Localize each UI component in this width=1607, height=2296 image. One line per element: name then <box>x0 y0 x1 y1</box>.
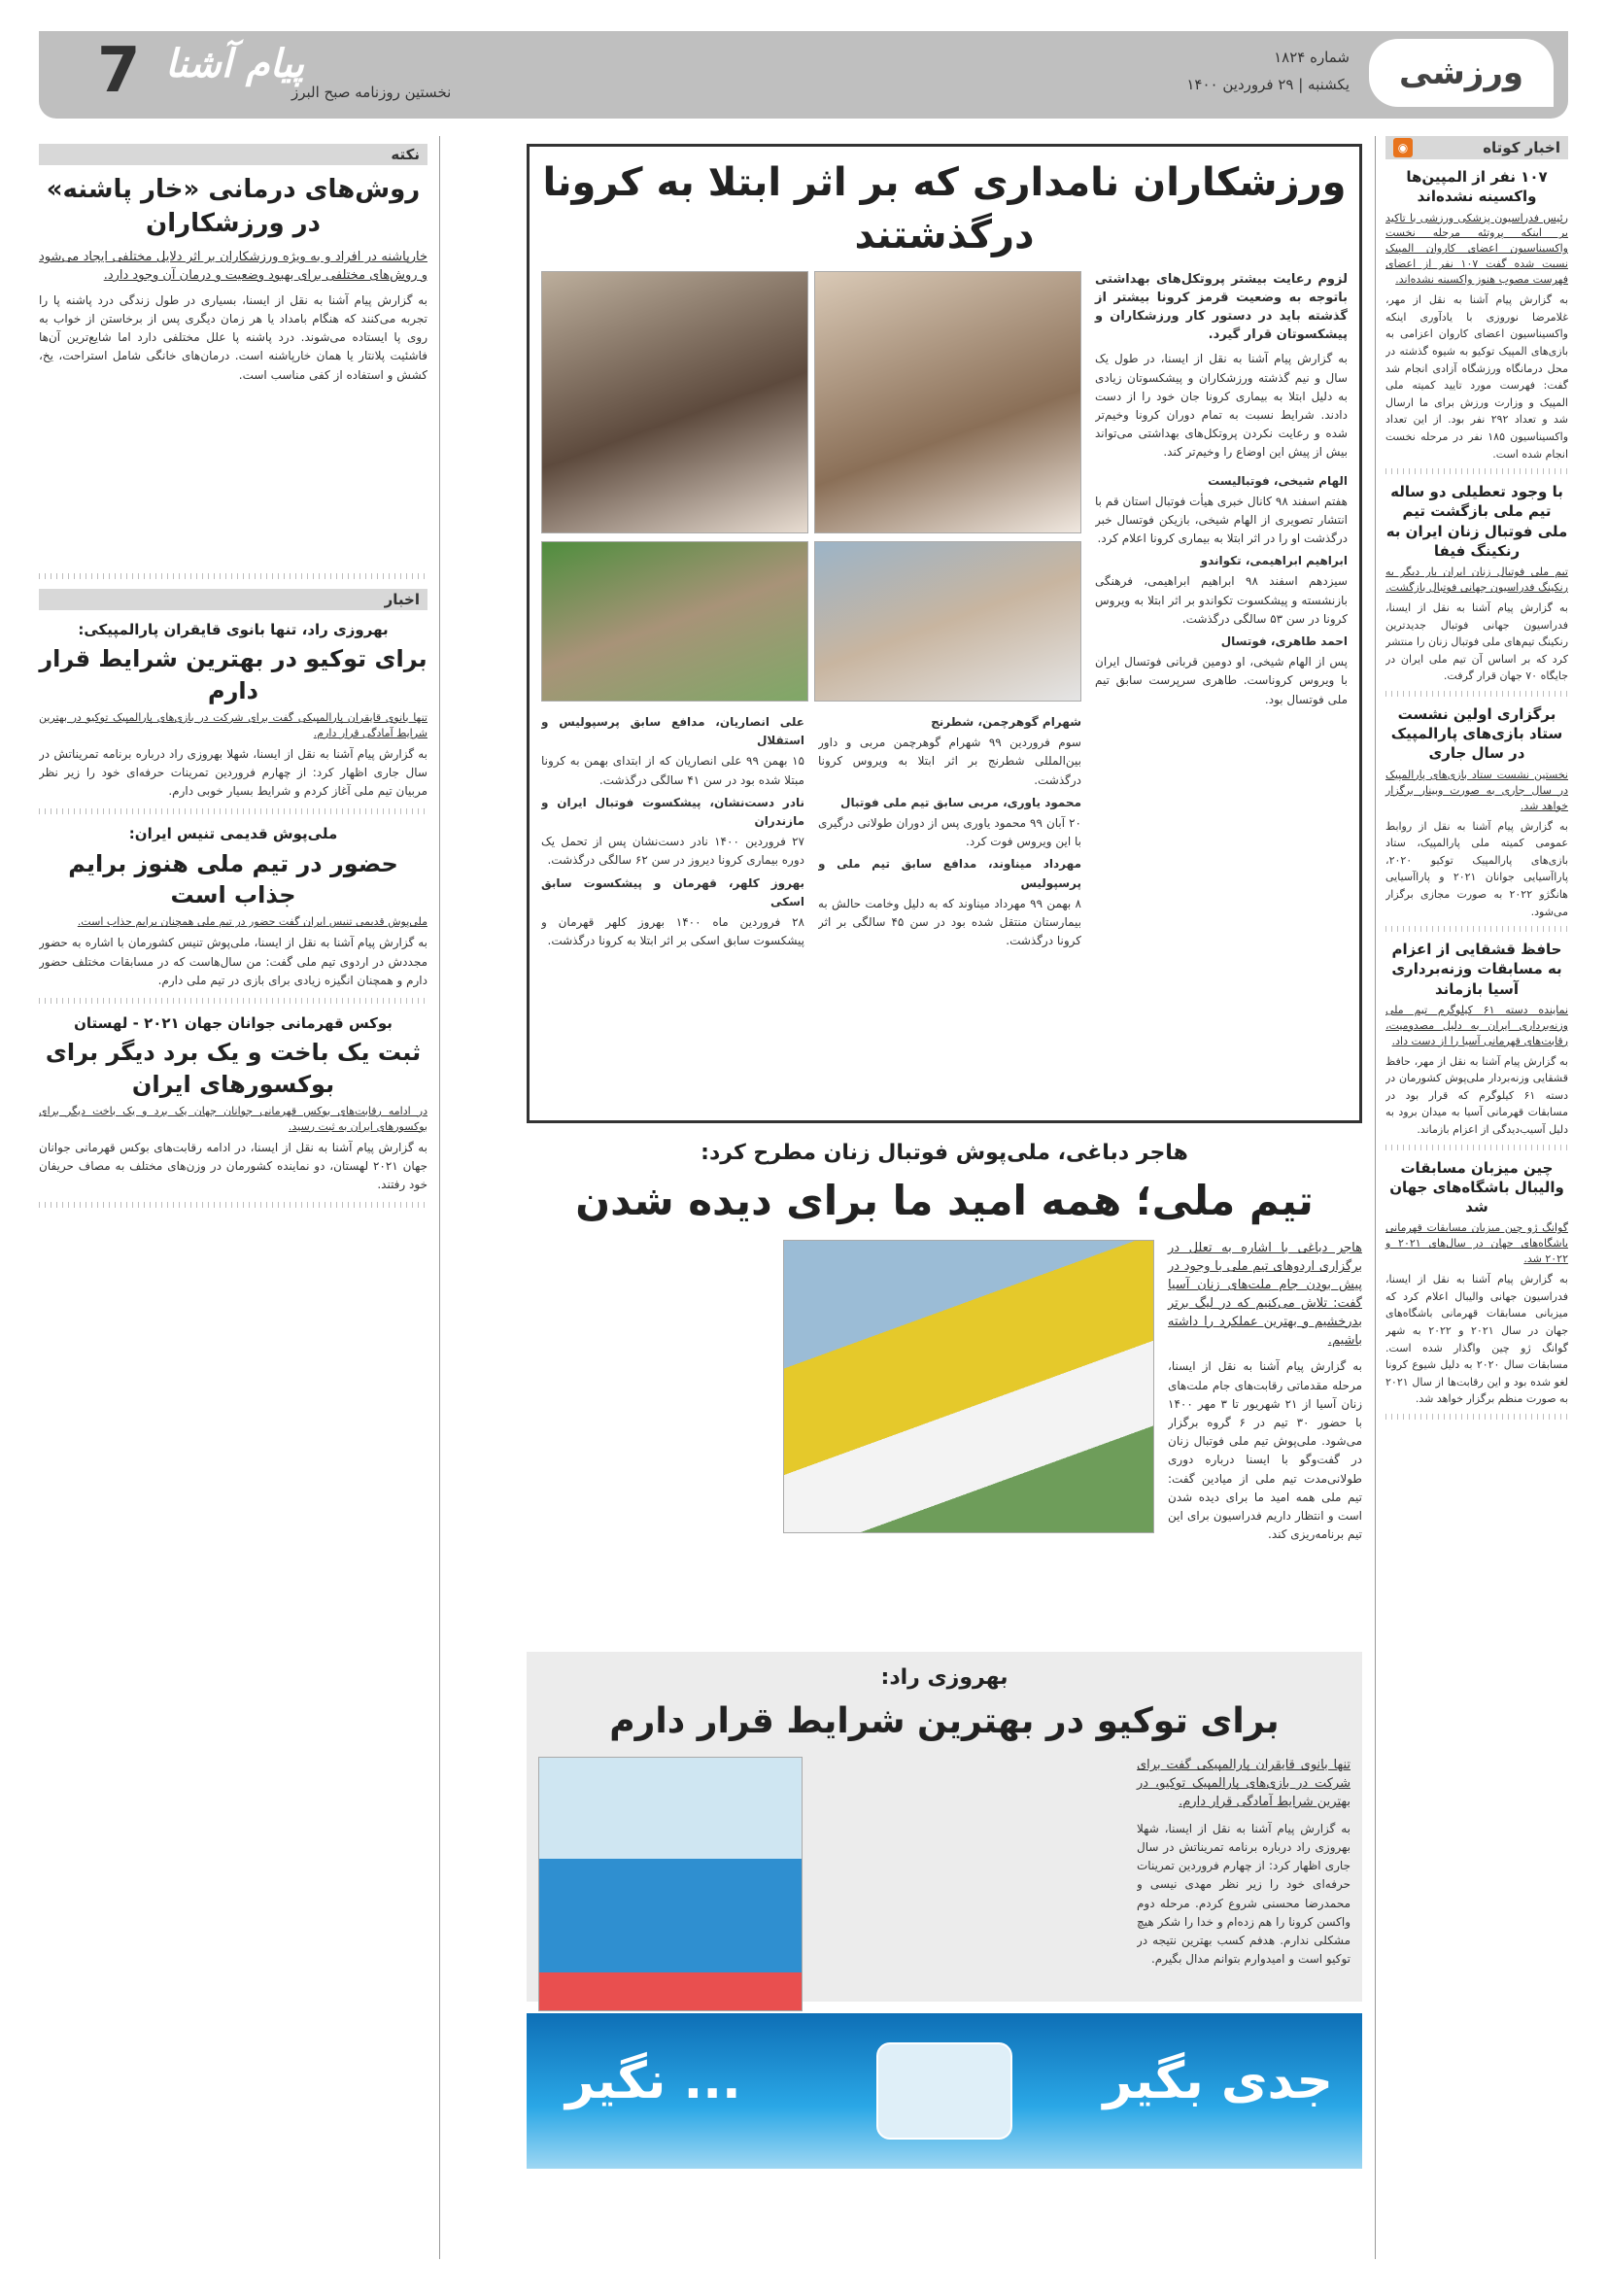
side-news-lead: ملی‌پوش قدیمی تنیس ایران گفت حضور در تیم ملی همچنان برایم جذاب است. <box>77 915 427 929</box>
news-label: اخبار <box>39 589 427 610</box>
separator <box>39 573 427 579</box>
short-news-item <box>1385 1158 1568 1420</box>
side-news-kicker: ملی‌پوش قدیمی تنیس ایران: <box>128 825 338 843</box>
note-headline: روش‌های درمانی «خار پاشنه» در ورزشکاران <box>46 175 421 239</box>
logo: پیام آشنا <box>165 41 304 86</box>
short-news-item <box>1385 940 1568 1150</box>
section-subhead: علی انصاریان، مدافع سابق پرسپولیس و استقلال <box>541 715 804 748</box>
section-subhead: شهرام گوهرچمن، شطرنج <box>931 715 1081 729</box>
women-football-story <box>527 1139 1362 1644</box>
women-football-headline: تیم ملی؛ همه امید ما برای دیده شدن <box>575 1176 1314 1224</box>
side-news-lead: در ادامه رقابت‌های بوکس قهرمانی جوانان جهان یک برد و یک باخت دیگر برای بوکسورهای ایران به ثبت رسید. <box>39 1104 427 1133</box>
photo-portrait-2 <box>541 271 808 533</box>
side-news-headline: برای توکیو در بهترین شرایط قرار دارم <box>39 645 427 704</box>
short-news-lead: رئیس فدراسیون پزشکی ورزشی با تاکید بر اینکه پروتئه مرحله نخست واکسیناسیون اعضای کاروان المپیک نسبت شده گفت ۱۰۷ نفر از اعضای فهرست مصوب هنوز واکسینه نشده‌اند. <box>1385 211 1568 287</box>
main-story-sections-c <box>541 709 804 1146</box>
section-subhead: ابراهیم ابراهیمی، تکواندو <box>1200 554 1348 568</box>
tagline: نخستین روزنامه صبح البرز <box>291 84 452 101</box>
side-news-item <box>39 1013 427 1208</box>
women-football-lead: هاجر دباغی با اشاره به تعلل در برگزاری اردوهای تیم ملی با وجود در پیش بودن جام ملت‌های زنان آسیا گفت: تلاش می‌کنیم که در لیگ برتر بدرخشیم و بهترین عملکرد را داشته باشیم. <box>1168 1241 1362 1348</box>
main-story-headline: ورزشکاران نامداری که بر اثر ابتلا به کرونا درگذشتند <box>542 160 1347 257</box>
section-subhead: نادر دست‌نشان، پیشکسوت فوتبال ایران و مازندران <box>541 795 804 828</box>
section-text: پس از الهام شیخی، او دومین قربانی فوتسال ایران با ویروس کروناست. طاهری سرپرست سابق تیم ملی فوتسال بود. <box>1095 655 1348 706</box>
section-text: سیزدهم اسفند ۹۸ ابراهیم ابراهیمی، فرهنگی بازنشسته و پیشکسوت تکواندو بر اثر ابتلا به ویروس کرونا در سن ۵۳ سالگی درگذشت. <box>1095 574 1348 626</box>
section-text: ۲۸ فروردین ماه ۱۴۰۰ بهروز کلهر قهرمان و پیشکسوت سابق اسکی بر اثر ابتلا به کرونا درگذشت. <box>541 914 804 948</box>
note-body: به گزارش پیام آشنا به نقل از ایسنا، بسیاری در طول زندگی درد پاشنه پا را تجربه می‌کنند که هنگام بامداد یا هر زمان دیگری پس از برخاستن از خواب به روی پا ایستاده می‌شوند. درد پاشنه پا علل مختلفی دارد اما شایع‌ترین آن‌ها فاشئیت پلانتار یا همان خارپاشنه است. درمان‌های خانگی شامل استراحت، یخ، کشش و استفاده از کفی مناسب است. <box>39 292 427 382</box>
separator <box>1385 468 1568 474</box>
side-news-item <box>39 620 427 814</box>
photo-portrait-3 <box>814 541 1081 702</box>
short-news-lead: گوانگ ژو چین میزبان مسابقات قهرمانی باشگاه‌های جهان در سال‌های ۲۰۲۱ و ۲۰۲۲ شد. <box>1385 1221 1569 1266</box>
women-football-kicker: هاجر دباغی، ملی‌پوش فوتبال زنان مطرح کرد: <box>701 1141 1188 1165</box>
women-football-body: به گزارش پیام آشنا به نقل از ایسنا، مرحله مقدماتی رقابت‌های جام ملت‌های زنان آسیا از ۲۱ شهریور تا ۳ مهر ۱۴۰۰ با حضور ۳۰ تیم در ۶ گروه برگزار می‌شود. ملی‌پوش تیم ملی فوتبال زنان در گفت‌وگو با ایسنا درباره دوری طولانی‌مدت تیم ملی از میادین گفت: تیم ملی همه امید ما برای دیده شدن است و انتظار داریم فدراسیون برای این تیم برنامه‌ریزی کند. <box>1168 1359 1362 1542</box>
section-subhead: مهرداد میناوند، مدافع سابق تیم ملی و پرسپولیس <box>818 857 1081 890</box>
short-news-title: برگزاری اولین نشست ستاد بازی‌های پارالمپیک در سال جاری <box>1390 704 1563 763</box>
side-news-list <box>39 620 427 1208</box>
behrouzi-story <box>527 1652 1362 2002</box>
short-news-list <box>1385 167 1568 1420</box>
side-news-kicker: بهروزی راد، تنها بانوی قایقران پارالمپیکی: <box>78 620 389 638</box>
side-news-body: به گزارش پیام آشنا به نقل از ایسنا، شهلا بهروزی راد درباره برنامه تمریناتش در سال جاری اظهار کرد: از چهارم فروردین تمرینات حرفه‌ای خود را زیر نظر مربیان تیم ملی آغاز کردم و شرایط بسیار خوبی دارم. <box>39 746 427 799</box>
separator <box>1385 1145 1568 1150</box>
short-news-title: با وجود تعطیلی دو ساله تیم ملی بازگشت تیم ملی فوتبال زنان ایران به رنکینگ فیفا <box>1385 483 1568 560</box>
short-news-item <box>1385 482 1568 697</box>
short-news-body: به گزارش پیام آشنا به نقل از مهر، حافظ قشقایی وزنه‌بردار ملی‌پوش کشورمان در دسته ۶۱ کیلوگرم که قرار بود در مسابقات قهرمانی آسیا به میدان برود به دلیل آسیب‌دیدگی از اعزام بازماند. <box>1385 1054 1568 1137</box>
section-subhead: الهام شیخی، فوتبالیست <box>1208 473 1348 488</box>
separator <box>1385 1414 1568 1420</box>
left-column-divider <box>439 136 440 2259</box>
ad-banner <box>527 2013 1362 2169</box>
short-news-title: چین میزبان مسابقات والیبال باشگاه‌های جهان شد <box>1389 1158 1564 1217</box>
page-number: 7 <box>97 35 141 107</box>
main-story-sections-b <box>818 709 1081 1146</box>
main-story-sections-a <box>1095 468 1348 1147</box>
section-text: هفتم اسفند ۹۸ کانال خبری هیأت فوتبال استان قم با انتشار تصویری از الهام شیخی، بازیکن فوتسال خبر درگذشت او را در اثر ابتلا به بیماری کرونا اعلام کرد. <box>1095 494 1348 546</box>
note-label: نکته <box>39 144 427 165</box>
left-column <box>39 144 427 2262</box>
short-news-lead: نماینده دسته ۶۱ کیلوگرم تیم ملی وزنه‌برداری ایران به دلیل مصدومیت، رقابت‌های قهرمانی آسیا را از دست داد. <box>1385 1003 1569 1047</box>
short-news-title: حافظ قشقایی از اعزام به مسابقات وزنه‌برداری آسیا بازماند <box>1391 941 1562 998</box>
behrouzi-kicker: بهروزی راد: <box>880 1665 1009 1690</box>
column-divider <box>1375 136 1376 2259</box>
main-story-box <box>527 144 1362 1123</box>
short-news-lead: تیم ملی فوتبال زنان ایران بار دیگر به رنکینگ فدراسیون جهانی فوتبال بازگشت. <box>1385 565 1568 595</box>
rss-icon[interactable]: ◉ <box>1393 138 1413 157</box>
section-text: ۲۰ آبان ۹۹ محمود یاوری پس از دوران طولانی درگیری با این ویروس فوت کرد. <box>818 815 1081 849</box>
side-news-headline: حضور در تیم ملی هنوز برایم جذاب است <box>68 849 398 908</box>
behrouzi-body: به گزارش پیام آشنا به نقل از ایسنا، شهلا بهروزی راد درباره برنامه تمریناتش در سال جاری اظهار کرد: از چهارم فروردین تمرینات حرفه‌ای خود را زیر نظر مهدی نیسی و محمدرضا محسنی شروع کردم. مرحله دوم واکسن کرونا را هم زده‌ام و خدا را شکر هیچ مشکلی ندارم. هدفم کسب بهترین نتیجه در توکیو است و امیدوارم بتوانم مدال بگیرم. <box>1137 1821 1351 1967</box>
issue-number: شماره ۱۸۲۴ <box>1274 49 1350 66</box>
main-story-intro: به گزارش پیام آشنا به نقل از ایسنا، در طول یک سال و نیم گذشته ورزشکاران و پیشکسوتان زیادی به دلیل ابتلا به بیماری کرونا جان خود را از دست دادند. شرایط نسبت به تمام دوران کرونا وخیم‌تر شده و رعایت نکردن پروتکل‌های بهداشتی می‌تواند بیش از پیش این اوضاع را وخیم‌تر کند. <box>1095 352 1348 460</box>
behrouzi-lead: تنها بانوی قایقران پارالمپیکی گفت برای شرکت در بازی‌های پارالمپیک توکیو، در بهترین شرایط آمادگی قرار دارم. <box>1137 1758 1351 1809</box>
section-text: سوم فروردین ۹۹ شهرام گوهرچمن مربی و داور بین‌المللی شطرنج بر اثر ابتلا به ویروس کرونا درگذشت. <box>818 736 1081 787</box>
women-football-body-cont <box>527 1240 769 1628</box>
separator <box>39 1202 427 1208</box>
short-news-lead: نخستین نشست ستاد بازی‌های پارالمپیک در سال جاری به صورت وبینار برگزار خواهد شد. <box>1385 768 1568 812</box>
short-news-item <box>1385 167 1568 474</box>
short-news-body: به گزارش پیام آشنا به نقل از روابط عمومی کمیته ملی پارالمپیک، ستاد بازی‌های پارالمپیک توکیو ۲۰۲۰، پاراآسیایی جوانان ۲۰۲۱ و پاراآسیایی هانگژو ۲۰۲۲ به صورت مجازی برگزار می‌شود. <box>1385 819 1568 918</box>
short-news-body: به گزارش پیام آشنا به نقل از ایسنا، فدراسیون جهانی والیبال اعلام کرد که میزبانی مسابقات قهرمانی باشگاه‌های جهان در سال ۲۰۲۱ و ۲۰۲۲ به شهر گوانگ ژو چین واگذار شده است. مسابقات سال ۲۰۲۰ به دلیل شیوع کرونا لغو شده بود و این رقابت‌ها از سال ۲۰۲۱ به صورت منظم برگزار خواهد شد. <box>1385 1273 1568 1406</box>
short-news-column <box>1385 136 1568 2259</box>
side-news-body: به گزارش پیام آشنا به نقل از ایسنا، در ادامه رقابت‌های بوکس قهرمانی جوانان جهان ۲۰۲۱ لهستان، دو نماینده کشورمان در وزن‌های مختلف به مصاف حریفان خود رفتند. <box>39 1140 427 1192</box>
separator <box>39 998 427 1004</box>
short-news-title: ۱۰۷ نفر از المپین‌ها واکسینه نشده‌اند <box>1406 168 1548 206</box>
separator <box>1385 691 1568 697</box>
side-news-headline: ثبت یک باخت و یک برد دیگر برای بوکسورهای ایران <box>45 1039 422 1098</box>
section-title: ورزشی <box>1369 39 1554 107</box>
section-subhead: احمد طاهری، فوتسال <box>1220 634 1348 648</box>
ad-slogan-left: ... نگیر <box>565 2052 741 2110</box>
side-news-lead: تنها بانوی قایقران پارالمپیکی گفت برای شرکت در بازی‌های پارالمپیک توکیو در بهترین شرایط آمادگی قرار دارم. <box>39 710 427 739</box>
issue-date: یکشنبه | ۲۹ فروردین ۱۴۰۰ <box>1186 76 1350 93</box>
side-news-item <box>39 824 427 1004</box>
behrouzi-headline: برای توکیو در بهترین شرایط قرار دارم <box>609 1700 1280 1741</box>
section-subhead: بهروز کلهر، قهرمان و پیشکسوت سابق اسکی <box>541 875 804 908</box>
separator <box>1385 926 1568 932</box>
side-news-kicker: بوکس قهرمانی جوانان جهان ۲۰۲۱ - لهستان <box>74 1013 393 1032</box>
note-lead: خارپاشنه در افراد و به ویژه ورزشکاران بر اثر دلایل مختلفی ایجاد می‌شود و روش‌های مختلفی برای بهبود وضعیت و درمان آن وجود دارد. <box>39 250 427 284</box>
short-news-label-text: اخبار کوتاه <box>1483 139 1560 156</box>
photo-portrait-1 <box>814 271 1081 533</box>
main-story-lead: لزوم رعایت بیشتر پروتکل‌های بهداشتی باتوجه به وضعیت قرمز کرونا بیشتر از گذشته باید در دستور کار ورزشکاران و پیشکسوتان قرار گیرد. <box>1095 272 1348 342</box>
photo-portrait-4 <box>541 541 808 702</box>
behrouzi-photo <box>538 1757 803 2011</box>
short-news-item <box>1385 704 1568 932</box>
side-news-body: به گزارش پیام آشنا به نقل از ایسنا، ملی‌پوش تنیس کشورمان با اشاره به حضور مجددش در اردوی تیم ملی گفت: من سال‌هاست که در مسابقات مختلف حضور دارم و همچنان انگیزه زیادی برای بازی در تیم ملی دارم. <box>39 936 427 987</box>
women-football-photo <box>783 1240 1154 1533</box>
section-text: ۲۷ فروردین ۱۴۰۰ نادر دست‌نشان پس از تحمل یک دوره بیماری کرونا دیروز در سن ۶۲ سالگی درگذشت. <box>541 835 804 868</box>
short-news-body: به گزارش پیام آشنا به نقل از ایسنا، فدراسیون جهانی فوتبال جدیدترین رنکینگ تیم‌های ملی فوتبال زنان را منتشر کرد که بر اساس آن تیم ملی ایران در جایگاه ۷۰ جهان قرار گرفت. <box>1385 601 1568 683</box>
separator <box>39 808 427 814</box>
short-news-label <box>1385 136 1568 159</box>
ad-slogan-right: جدی بگیر <box>1103 2052 1333 2110</box>
section-text: ۱۵ بهمن ۹۹ علی انصاریان که از ابتدای بهمن به کرونا مبتلا شده بود در سن ۴۱ سالگی درگذشت. <box>541 754 804 787</box>
mask-icon <box>876 2042 1012 2140</box>
section-subhead: محمود یاوری، مربی سابق تیم ملی فوتبال <box>840 795 1081 809</box>
behrouzi-body-cont <box>816 1757 1123 2009</box>
section-text: ۸ بهمن ۹۹ مهرداد میناوند که به دلیل وخامت حالش به بیمارستان منتقل شده بود در سن ۴۵ سالگی بر اثر کرونا درگذشت. <box>818 896 1081 948</box>
short-news-body: به گزارش پیام آشنا به نقل از مهر، غلامرضا نوروزی با یادآوری اینکه واکسیناسیون اعضای کاروان اعزامی به بازی‌های المپیک توکیو به شیوه گذشته در محل درمانگاه ورزشگاه آزادی انجام شد گفت: فهرست مورد تایید کمیته ملی المپیک و وزارت ورزش برای ما ارسال شد و تعداد ۲۹۲ نفر بود. از این تعداد واکسیناسیون ۱۸۵ نفر در مرحله نخست انجام شده است. <box>1385 293 1568 461</box>
